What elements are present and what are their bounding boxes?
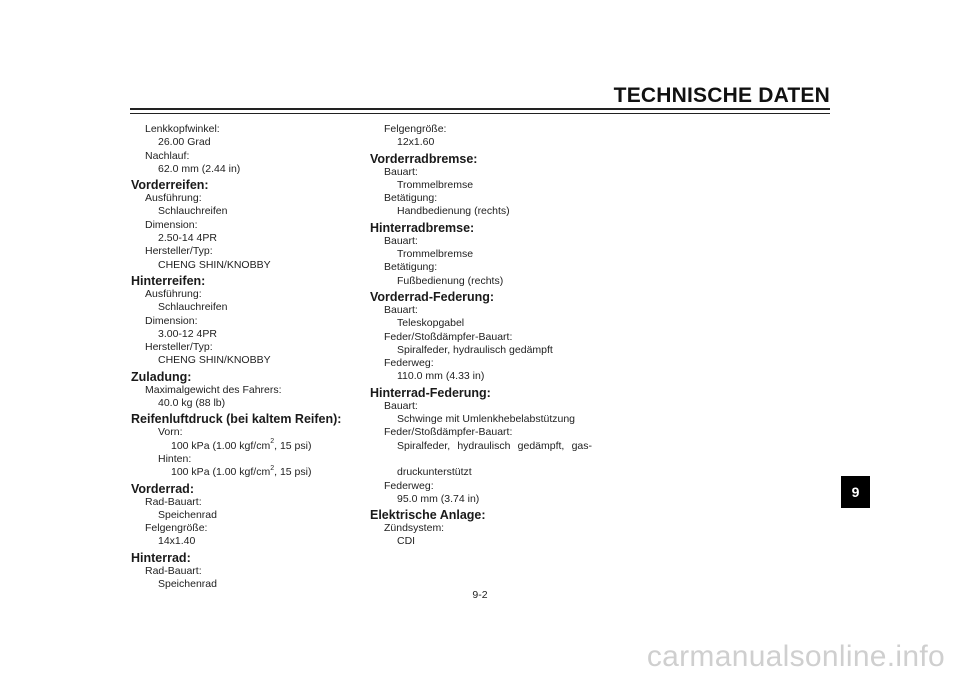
spec-label: Federweg: [384,479,434,492]
spec-value: 14x1.40 [158,535,196,548]
spec-label: Ausführung: [145,192,202,205]
section-heading: Vorderreifen: [131,178,209,193]
section-heading: Hinterrad-Federung: [370,385,491,400]
spec-value: Schlauchreifen [158,205,228,218]
left-column [131,123,361,591]
spec-value-part: 100 kPa (1.00 kgf/cm [171,439,271,452]
spec-label: Feder/Stoßdämpfer-Bauart: [384,330,513,343]
spec-label: Hinten: [158,452,192,465]
section-heading: Elektrische Anlage: [370,508,486,523]
spec-label: Dimension: [145,314,198,327]
spec-label: Bauart: [384,303,418,316]
spec-value: 26.00 Grad [158,136,211,149]
header-rule-thick [130,108,830,110]
section-heading: Vorderradbremse: [370,151,478,166]
spec-value-part: , 15 psi) [274,439,312,452]
spec-label: Hersteller/Typ: [145,341,213,354]
spec-label: Bauart: [384,399,418,412]
section-heading: Vorderrad-Federung: [370,289,495,304]
header-rule-thin [130,113,830,114]
superscript: 2 [270,464,275,472]
spec-value: 3.00-12 4PR [158,327,217,340]
spec-label: Lenkkopfwinkel: [145,123,220,135]
spec-value: Handbedienung (rechts) [397,205,510,218]
spec-value: 110.0 mm (4.33 in) [397,370,485,383]
spec-value: Schwinge mit Umlenkhebelabstützung [397,413,576,426]
spec-value: 95.0 mm (3.74 in) [397,492,480,505]
watermark: carmanualsonline.info [646,640,945,673]
spec-label: Feder/Stoßdämpfer-Bauart: [384,426,513,439]
spec-value: 12x1.60 [397,136,435,149]
spec-value: 62.0 mm (2.44 in) [158,162,241,175]
chapter-tab-label: 9 [851,484,860,500]
section-heading: Hinterreifen: [131,273,206,288]
spec-label: Zündsystem: [384,522,445,535]
section-heading: Zuladung: [131,369,192,384]
spec-label: Bauart: [384,234,418,247]
spec-value: Trommelbremse [397,248,474,261]
spec-label: Maximalgewicht des Fahrers: [145,383,282,396]
right-column [370,123,610,549]
superscript: 2 [270,438,275,446]
spec-value: Teleskopgabel [397,317,465,330]
spec-label: Federweg: [384,357,434,370]
spec-value: Speichenrad [158,578,217,591]
spec-value: Spiralfeder, hydraulisch gedämpft, gas- [397,439,592,452]
spec-label: Nachlauf: [145,149,190,162]
section-heading: Vorderrad: [131,481,194,496]
spec-value: Trommelbremse [397,178,474,191]
spec-value-part: , 15 psi) [274,466,312,479]
spec-value: Spiralfeder, hydraulisch gedämpft [397,343,553,356]
spec-label: Ausführung: [145,287,202,300]
chapter-tab[interactable] [841,476,870,508]
spec-label: Hersteller/Typ: [145,245,213,258]
spec-label: Vorn: [158,426,183,439]
spec-value [131,440,361,453]
spec-value: CHENG SHIN/KNOBBY [158,354,271,367]
section-heading: Reifenluftdruck (bei kaltem Reifen): [131,412,342,427]
page-title: TECHNISCHE DATEN [613,84,830,107]
spec-label: Rad-Bauart: [145,495,202,508]
spec-label: Dimension: [145,218,198,231]
spec-value: Schlauchreifen [158,301,228,314]
spec-value: CHENG SHIN/KNOBBY [158,258,271,271]
spec-value: CDI [397,535,416,548]
spec-label: Rad-Bauart: [145,564,202,577]
spec-value: 2.50-14 4PR [158,232,217,245]
spec-label: Felgengröße: [145,522,208,535]
spec-label: Betätigung: [384,261,438,274]
spec-value [131,466,361,479]
spec-value: 40.0 kg (88 lb) [158,397,226,410]
spec-label: Betätigung: [384,192,438,205]
spec-label: Felgengröße: [384,123,447,135]
spec-value-part: 100 kPa (1.00 kgf/cm [171,466,271,479]
spec-value: druckunterstützt [397,466,472,479]
section-heading: Hinterrad: [131,550,191,565]
section-heading: Hinterradbremse: [370,220,475,235]
spec-value: Speichenrad [158,508,217,521]
spec-label: Bauart: [384,165,418,178]
page-number: 9-2 [472,589,488,601]
spec-value: Fußbedienung (rechts) [397,274,504,287]
